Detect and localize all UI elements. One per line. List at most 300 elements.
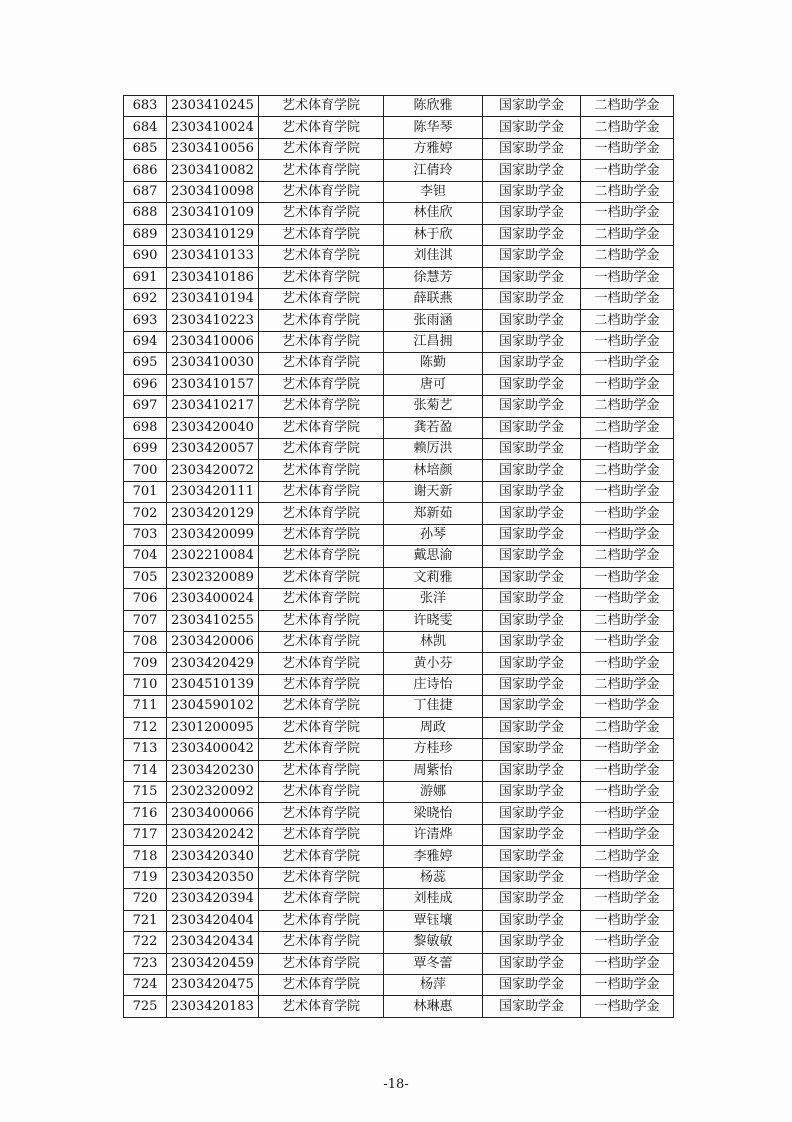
student-id-cell: 2303410109 <box>167 203 259 224</box>
college-cell: 艺术体育学院 <box>259 760 384 781</box>
grant-type-cell: 国家助学金 <box>483 631 581 652</box>
grant-level-cell: 二档助学金 <box>581 96 674 117</box>
row-index-cell: 704 <box>124 546 167 567</box>
grant-type-cell: 国家助学金 <box>483 353 581 374</box>
row-index-cell: 713 <box>124 739 167 760</box>
student-id-cell: 2303420183 <box>167 996 259 1017</box>
grant-type-cell: 国家助学金 <box>483 181 581 202</box>
student-name-cell: 梁晓怡 <box>384 803 483 824</box>
grant-type-cell: 国家助学金 <box>483 524 581 545</box>
row-index-cell: 703 <box>124 524 167 545</box>
row-index-cell: 686 <box>124 160 167 181</box>
grant-level-cell: 一档助学金 <box>581 331 674 352</box>
student-name-cell: 覃冬蕾 <box>384 953 483 974</box>
student-name-cell: 林琳惠 <box>384 996 483 1017</box>
student-id-cell: 2303400066 <box>167 803 259 824</box>
grant-type-cell: 国家助学金 <box>483 846 581 867</box>
table-row <box>124 417 674 438</box>
student-name-cell: 赖厉洪 <box>384 439 483 460</box>
grant-type-cell: 国家助学金 <box>483 803 581 824</box>
row-index-cell: 709 <box>124 653 167 674</box>
college-cell: 艺术体育学院 <box>259 631 384 652</box>
college-cell: 艺术体育学院 <box>259 224 384 245</box>
row-index-cell: 714 <box>124 760 167 781</box>
grant-level-cell: 一档助学金 <box>581 996 674 1017</box>
grant-type-cell: 国家助学金 <box>483 331 581 352</box>
student-id-cell: 2303420404 <box>167 910 259 931</box>
student-id-cell: 2304590102 <box>167 696 259 717</box>
row-index-cell: 683 <box>124 96 167 117</box>
page-number: -18- <box>383 1077 409 1092</box>
college-cell: 艺术体育学院 <box>259 96 384 117</box>
student-name-cell: 陈欣雅 <box>384 96 483 117</box>
student-name-cell: 江倩玲 <box>384 160 483 181</box>
student-id-cell: 2303420099 <box>167 524 259 545</box>
student-name-cell: 龚若盈 <box>384 417 483 438</box>
row-index-cell: 688 <box>124 203 167 224</box>
student-name-cell: 谢天新 <box>384 481 483 502</box>
college-cell: 艺术体育学院 <box>259 974 384 995</box>
row-index-cell: 711 <box>124 696 167 717</box>
college-cell: 艺术体育学院 <box>259 524 384 545</box>
grant-level-cell: 二档助学金 <box>581 546 674 567</box>
grant-type-cell: 国家助学金 <box>483 674 581 695</box>
student-id-cell: 2303420340 <box>167 846 259 867</box>
grant-level-cell: 一档助学金 <box>581 824 674 845</box>
grant-level-cell: 一档助学金 <box>581 910 674 931</box>
college-cell: 艺术体育学院 <box>259 610 384 631</box>
table-row <box>124 267 674 288</box>
student-id-cell: 2303410006 <box>167 331 259 352</box>
student-id-cell: 2303420242 <box>167 824 259 845</box>
table-row <box>124 353 674 374</box>
student-id-cell: 2303410129 <box>167 224 259 245</box>
college-cell: 艺术体育学院 <box>259 396 384 417</box>
grant-level-cell: 一档助学金 <box>581 203 674 224</box>
student-id-cell: 2303410223 <box>167 310 259 331</box>
student-id-cell: 2303410217 <box>167 396 259 417</box>
table-row <box>124 138 674 159</box>
grant-level-cell: 一档助学金 <box>581 974 674 995</box>
grant-level-cell: 一档助学金 <box>581 567 674 588</box>
grant-type-cell: 国家助学金 <box>483 503 581 524</box>
student-name-cell: 林凯 <box>384 631 483 652</box>
student-id-cell: 2303420111 <box>167 481 259 502</box>
row-index-cell: 717 <box>124 824 167 845</box>
college-cell: 艺术体育学院 <box>259 246 384 267</box>
student-id-cell: 2303420040 <box>167 417 259 438</box>
student-id-cell: 2303410098 <box>167 181 259 202</box>
student-name-cell: 林佳欣 <box>384 203 483 224</box>
grant-level-cell: 一档助学金 <box>581 653 674 674</box>
table-row <box>124 460 674 481</box>
college-cell: 艺术体育学院 <box>259 181 384 202</box>
student-name-cell: 周政 <box>384 717 483 738</box>
grant-level-cell: 一档助学金 <box>581 481 674 502</box>
college-cell: 艺术体育学院 <box>259 310 384 331</box>
grant-list-table <box>123 95 674 1018</box>
college-cell: 艺术体育学院 <box>259 867 384 888</box>
table-row <box>124 674 674 695</box>
grant-type-cell: 国家助学金 <box>483 203 581 224</box>
grant-type-cell: 国家助学金 <box>483 653 581 674</box>
grant-level-cell: 二档助学金 <box>581 610 674 631</box>
table-row <box>124 481 674 502</box>
student-name-cell: 江昌拥 <box>384 331 483 352</box>
table-row <box>124 567 674 588</box>
grant-level-cell: 二档助学金 <box>581 224 674 245</box>
student-name-cell: 方桂珍 <box>384 739 483 760</box>
student-id-cell: 2302210084 <box>167 546 259 567</box>
grant-level-cell: 一档助学金 <box>581 353 674 374</box>
grant-type-cell: 国家助学金 <box>483 374 581 395</box>
table-row <box>124 96 674 117</box>
table-row <box>124 439 674 460</box>
table-row <box>124 374 674 395</box>
grant-level-cell: 二档助学金 <box>581 717 674 738</box>
student-id-cell: 2303420057 <box>167 439 259 460</box>
row-index-cell: 693 <box>124 310 167 331</box>
grant-level-cell: 二档助学金 <box>581 417 674 438</box>
row-index-cell: 700 <box>124 460 167 481</box>
student-id-cell: 2303420230 <box>167 760 259 781</box>
grant-level-cell: 二档助学金 <box>581 181 674 202</box>
student-name-cell: 林于欣 <box>384 224 483 245</box>
table-row <box>124 117 674 138</box>
table-row <box>124 653 674 674</box>
college-cell: 艺术体育学院 <box>259 846 384 867</box>
grant-type-cell: 国家助学金 <box>483 953 581 974</box>
grant-level-cell: 二档助学金 <box>581 846 674 867</box>
grant-level-cell: 二档助学金 <box>581 396 674 417</box>
grant-type-cell: 国家助学金 <box>483 696 581 717</box>
grant-type-cell: 国家助学金 <box>483 96 581 117</box>
table-row <box>124 974 674 995</box>
college-cell: 艺术体育学院 <box>259 353 384 374</box>
row-index-cell: 723 <box>124 953 167 974</box>
row-index-cell: 721 <box>124 910 167 931</box>
student-name-cell: 薛联燕 <box>384 288 483 309</box>
student-name-cell: 陈勤 <box>384 353 483 374</box>
table-row <box>124 503 674 524</box>
grant-type-cell: 国家助学金 <box>483 739 581 760</box>
college-cell: 艺术体育学院 <box>259 138 384 159</box>
student-name-cell: 黎敏敏 <box>384 932 483 953</box>
student-name-cell: 张雨涵 <box>384 310 483 331</box>
row-index-cell: 715 <box>124 782 167 803</box>
grant-level-cell: 一档助学金 <box>581 889 674 910</box>
row-index-cell: 702 <box>124 503 167 524</box>
college-cell: 艺术体育学院 <box>259 331 384 352</box>
table-row <box>124 224 674 245</box>
student-name-cell: 周紫怡 <box>384 760 483 781</box>
grant-type-cell: 国家助学金 <box>483 224 581 245</box>
table-row <box>124 310 674 331</box>
grant-type-cell: 国家助学金 <box>483 717 581 738</box>
row-index-cell: 697 <box>124 396 167 417</box>
grant-level-cell: 一档助学金 <box>581 867 674 888</box>
college-cell: 艺术体育学院 <box>259 374 384 395</box>
row-index-cell: 708 <box>124 631 167 652</box>
college-cell: 艺术体育学院 <box>259 460 384 481</box>
grant-level-cell: 二档助学金 <box>581 246 674 267</box>
college-cell: 艺术体育学院 <box>259 953 384 974</box>
row-index-cell: 710 <box>124 674 167 695</box>
row-index-cell: 692 <box>124 288 167 309</box>
grant-level-cell: 二档助学金 <box>581 674 674 695</box>
student-id-cell: 2303410157 <box>167 374 259 395</box>
student-name-cell: 林培颜 <box>384 460 483 481</box>
grant-type-cell: 国家助学金 <box>483 996 581 1017</box>
college-cell: 艺术体育学院 <box>259 288 384 309</box>
grant-type-cell: 国家助学金 <box>483 567 581 588</box>
college-cell: 艺术体育学院 <box>259 546 384 567</box>
student-id-cell: 2303410030 <box>167 353 259 374</box>
grant-level-cell: 一档助学金 <box>581 288 674 309</box>
grant-type-cell: 国家助学金 <box>483 138 581 159</box>
table-row <box>124 524 674 545</box>
student-id-cell: 2303410056 <box>167 138 259 159</box>
grant-type-cell: 国家助学金 <box>483 867 581 888</box>
student-name-cell: 李钽 <box>384 181 483 202</box>
student-id-cell: 2303410082 <box>167 160 259 181</box>
table-row <box>124 696 674 717</box>
row-index-cell: 712 <box>124 717 167 738</box>
student-id-cell: 2302320092 <box>167 782 259 803</box>
student-name-cell: 许清烨 <box>384 824 483 845</box>
student-id-cell: 2303410194 <box>167 288 259 309</box>
student-id-cell: 2302320089 <box>167 567 259 588</box>
grant-type-cell: 国家助学金 <box>483 932 581 953</box>
table-row <box>124 589 674 610</box>
grant-list-body <box>124 96 674 1018</box>
college-cell: 艺术体育学院 <box>259 567 384 588</box>
college-cell: 艺术体育学院 <box>259 481 384 502</box>
row-index-cell: 701 <box>124 481 167 502</box>
row-index-cell: 707 <box>124 610 167 631</box>
student-id-cell: 2303420434 <box>167 932 259 953</box>
grant-type-cell: 国家助学金 <box>483 974 581 995</box>
row-index-cell: 719 <box>124 867 167 888</box>
grant-type-cell: 国家助学金 <box>483 288 581 309</box>
table-row <box>124 181 674 202</box>
grant-level-cell: 一档助学金 <box>581 267 674 288</box>
college-cell: 艺术体育学院 <box>259 739 384 760</box>
student-id-cell: 2303410245 <box>167 96 259 117</box>
grant-level-cell: 二档助学金 <box>581 117 674 138</box>
college-cell: 艺术体育学院 <box>259 117 384 138</box>
college-cell: 艺术体育学院 <box>259 589 384 610</box>
grant-level-cell: 一档助学金 <box>581 803 674 824</box>
grant-type-cell: 国家助学金 <box>483 460 581 481</box>
college-cell: 艺术体育学院 <box>259 439 384 460</box>
student-id-cell: 2304510139 <box>167 674 259 695</box>
student-id-cell: 2303400024 <box>167 589 259 610</box>
table-row <box>124 288 674 309</box>
student-id-cell: 2303420129 <box>167 503 259 524</box>
grant-type-cell: 国家助学金 <box>483 267 581 288</box>
college-cell: 艺术体育学院 <box>259 782 384 803</box>
grant-level-cell: 二档助学金 <box>581 310 674 331</box>
row-index-cell: 725 <box>124 996 167 1017</box>
college-cell: 艺术体育学院 <box>259 932 384 953</box>
row-index-cell: 690 <box>124 246 167 267</box>
college-cell: 艺术体育学院 <box>259 267 384 288</box>
student-name-cell: 覃钰壤 <box>384 910 483 931</box>
table-row <box>124 953 674 974</box>
row-index-cell: 694 <box>124 331 167 352</box>
student-id-cell: 2303410186 <box>167 267 259 288</box>
table-row <box>124 824 674 845</box>
grant-level-cell: 一档助学金 <box>581 138 674 159</box>
grant-level-cell: 一档助学金 <box>581 782 674 803</box>
student-name-cell: 杨萍 <box>384 974 483 995</box>
row-index-cell: 722 <box>124 932 167 953</box>
row-index-cell: 720 <box>124 889 167 910</box>
row-index-cell: 691 <box>124 267 167 288</box>
student-name-cell: 庄诗怡 <box>384 674 483 695</box>
college-cell: 艺术体育学院 <box>259 889 384 910</box>
table-row <box>124 932 674 953</box>
table-row <box>124 160 674 181</box>
student-id-cell: 2301200095 <box>167 717 259 738</box>
college-cell: 艺术体育学院 <box>259 160 384 181</box>
grant-type-cell: 国家助学金 <box>483 760 581 781</box>
grant-level-cell: 一档助学金 <box>581 524 674 545</box>
college-cell: 艺术体育学院 <box>259 910 384 931</box>
row-index-cell: 706 <box>124 589 167 610</box>
college-cell: 艺术体育学院 <box>259 803 384 824</box>
student-name-cell: 刘佳淇 <box>384 246 483 267</box>
college-cell: 艺术体育学院 <box>259 996 384 1017</box>
table-row <box>124 803 674 824</box>
student-name-cell: 游娜 <box>384 782 483 803</box>
grant-level-cell: 一档助学金 <box>581 503 674 524</box>
row-index-cell: 724 <box>124 974 167 995</box>
grant-level-cell: 一档助学金 <box>581 160 674 181</box>
student-id-cell: 2303420350 <box>167 867 259 888</box>
student-name-cell: 徐慧芳 <box>384 267 483 288</box>
student-name-cell: 张菊艺 <box>384 396 483 417</box>
table-row <box>124 846 674 867</box>
table-row <box>124 739 674 760</box>
student-id-cell: 2303410255 <box>167 610 259 631</box>
college-cell: 艺术体育学院 <box>259 653 384 674</box>
grant-type-cell: 国家助学金 <box>483 481 581 502</box>
student-name-cell: 张洋 <box>384 589 483 610</box>
table-row <box>124 996 674 1017</box>
student-id-cell: 2303420429 <box>167 653 259 674</box>
grant-level-cell: 一档助学金 <box>581 589 674 610</box>
row-index-cell: 716 <box>124 803 167 824</box>
college-cell: 艺术体育学院 <box>259 417 384 438</box>
table-row <box>124 889 674 910</box>
college-cell: 艺术体育学院 <box>259 717 384 738</box>
row-index-cell: 687 <box>124 181 167 202</box>
grant-level-cell: 一档助学金 <box>581 932 674 953</box>
table-row <box>124 610 674 631</box>
grant-type-cell: 国家助学金 <box>483 546 581 567</box>
student-name-cell: 文莉雅 <box>384 567 483 588</box>
row-index-cell: 698 <box>124 417 167 438</box>
student-name-cell: 丁佳捷 <box>384 696 483 717</box>
grant-type-cell: 国家助学金 <box>483 439 581 460</box>
grant-level-cell: 一档助学金 <box>581 953 674 974</box>
grant-level-cell: 一档助学金 <box>581 696 674 717</box>
table-row <box>124 760 674 781</box>
table-row <box>124 246 674 267</box>
table-row <box>124 546 674 567</box>
table-row <box>124 203 674 224</box>
college-cell: 艺术体育学院 <box>259 503 384 524</box>
table-row <box>124 867 674 888</box>
student-id-cell: 2303420006 <box>167 631 259 652</box>
student-name-cell: 许晓雯 <box>384 610 483 631</box>
grant-type-cell: 国家助学金 <box>483 160 581 181</box>
grant-type-cell: 国家助学金 <box>483 782 581 803</box>
grant-type-cell: 国家助学金 <box>483 117 581 138</box>
student-name-cell: 唐可 <box>384 374 483 395</box>
student-id-cell: 2303400042 <box>167 739 259 760</box>
grant-type-cell: 国家助学金 <box>483 889 581 910</box>
student-id-cell: 2303420459 <box>167 953 259 974</box>
row-index-cell: 685 <box>124 138 167 159</box>
grant-level-cell: 一档助学金 <box>581 760 674 781</box>
student-id-cell: 2303420072 <box>167 460 259 481</box>
row-index-cell: 696 <box>124 374 167 395</box>
student-id-cell: 2303420394 <box>167 889 259 910</box>
student-name-cell: 郑新茹 <box>384 503 483 524</box>
table-row <box>124 331 674 352</box>
row-index-cell: 695 <box>124 353 167 374</box>
student-name-cell: 陈华琴 <box>384 117 483 138</box>
student-name-cell: 方雅婷 <box>384 138 483 159</box>
grant-type-cell: 国家助学金 <box>483 310 581 331</box>
grant-level-cell: 二档助学金 <box>581 460 674 481</box>
student-name-cell: 李雅婷 <box>384 846 483 867</box>
student-name-cell: 杨蕊 <box>384 867 483 888</box>
row-index-cell: 684 <box>124 117 167 138</box>
student-id-cell: 2303420475 <box>167 974 259 995</box>
table-row <box>124 717 674 738</box>
grant-level-cell: 一档助学金 <box>581 439 674 460</box>
student-id-cell: 2303410024 <box>167 117 259 138</box>
college-cell: 艺术体育学院 <box>259 203 384 224</box>
grant-type-cell: 国家助学金 <box>483 589 581 610</box>
row-index-cell: 705 <box>124 567 167 588</box>
college-cell: 艺术体育学院 <box>259 674 384 695</box>
student-name-cell: 黄小芬 <box>384 653 483 674</box>
student-name-cell: 孙琴 <box>384 524 483 545</box>
grant-type-cell: 国家助学金 <box>483 824 581 845</box>
college-cell: 艺术体育学院 <box>259 696 384 717</box>
row-index-cell: 718 <box>124 846 167 867</box>
grant-level-cell: 一档助学金 <box>581 631 674 652</box>
row-index-cell: 689 <box>124 224 167 245</box>
grant-type-cell: 国家助学金 <box>483 610 581 631</box>
grant-type-cell: 国家助学金 <box>483 417 581 438</box>
student-id-cell: 2303410133 <box>167 246 259 267</box>
table-row <box>124 910 674 931</box>
row-index-cell: 699 <box>124 439 167 460</box>
grant-level-cell: 一档助学金 <box>581 739 674 760</box>
grant-level-cell: 一档助学金 <box>581 374 674 395</box>
college-cell: 艺术体育学院 <box>259 824 384 845</box>
table-row <box>124 782 674 803</box>
table-row <box>124 396 674 417</box>
grant-type-cell: 国家助学金 <box>483 910 581 931</box>
table-row <box>124 631 674 652</box>
